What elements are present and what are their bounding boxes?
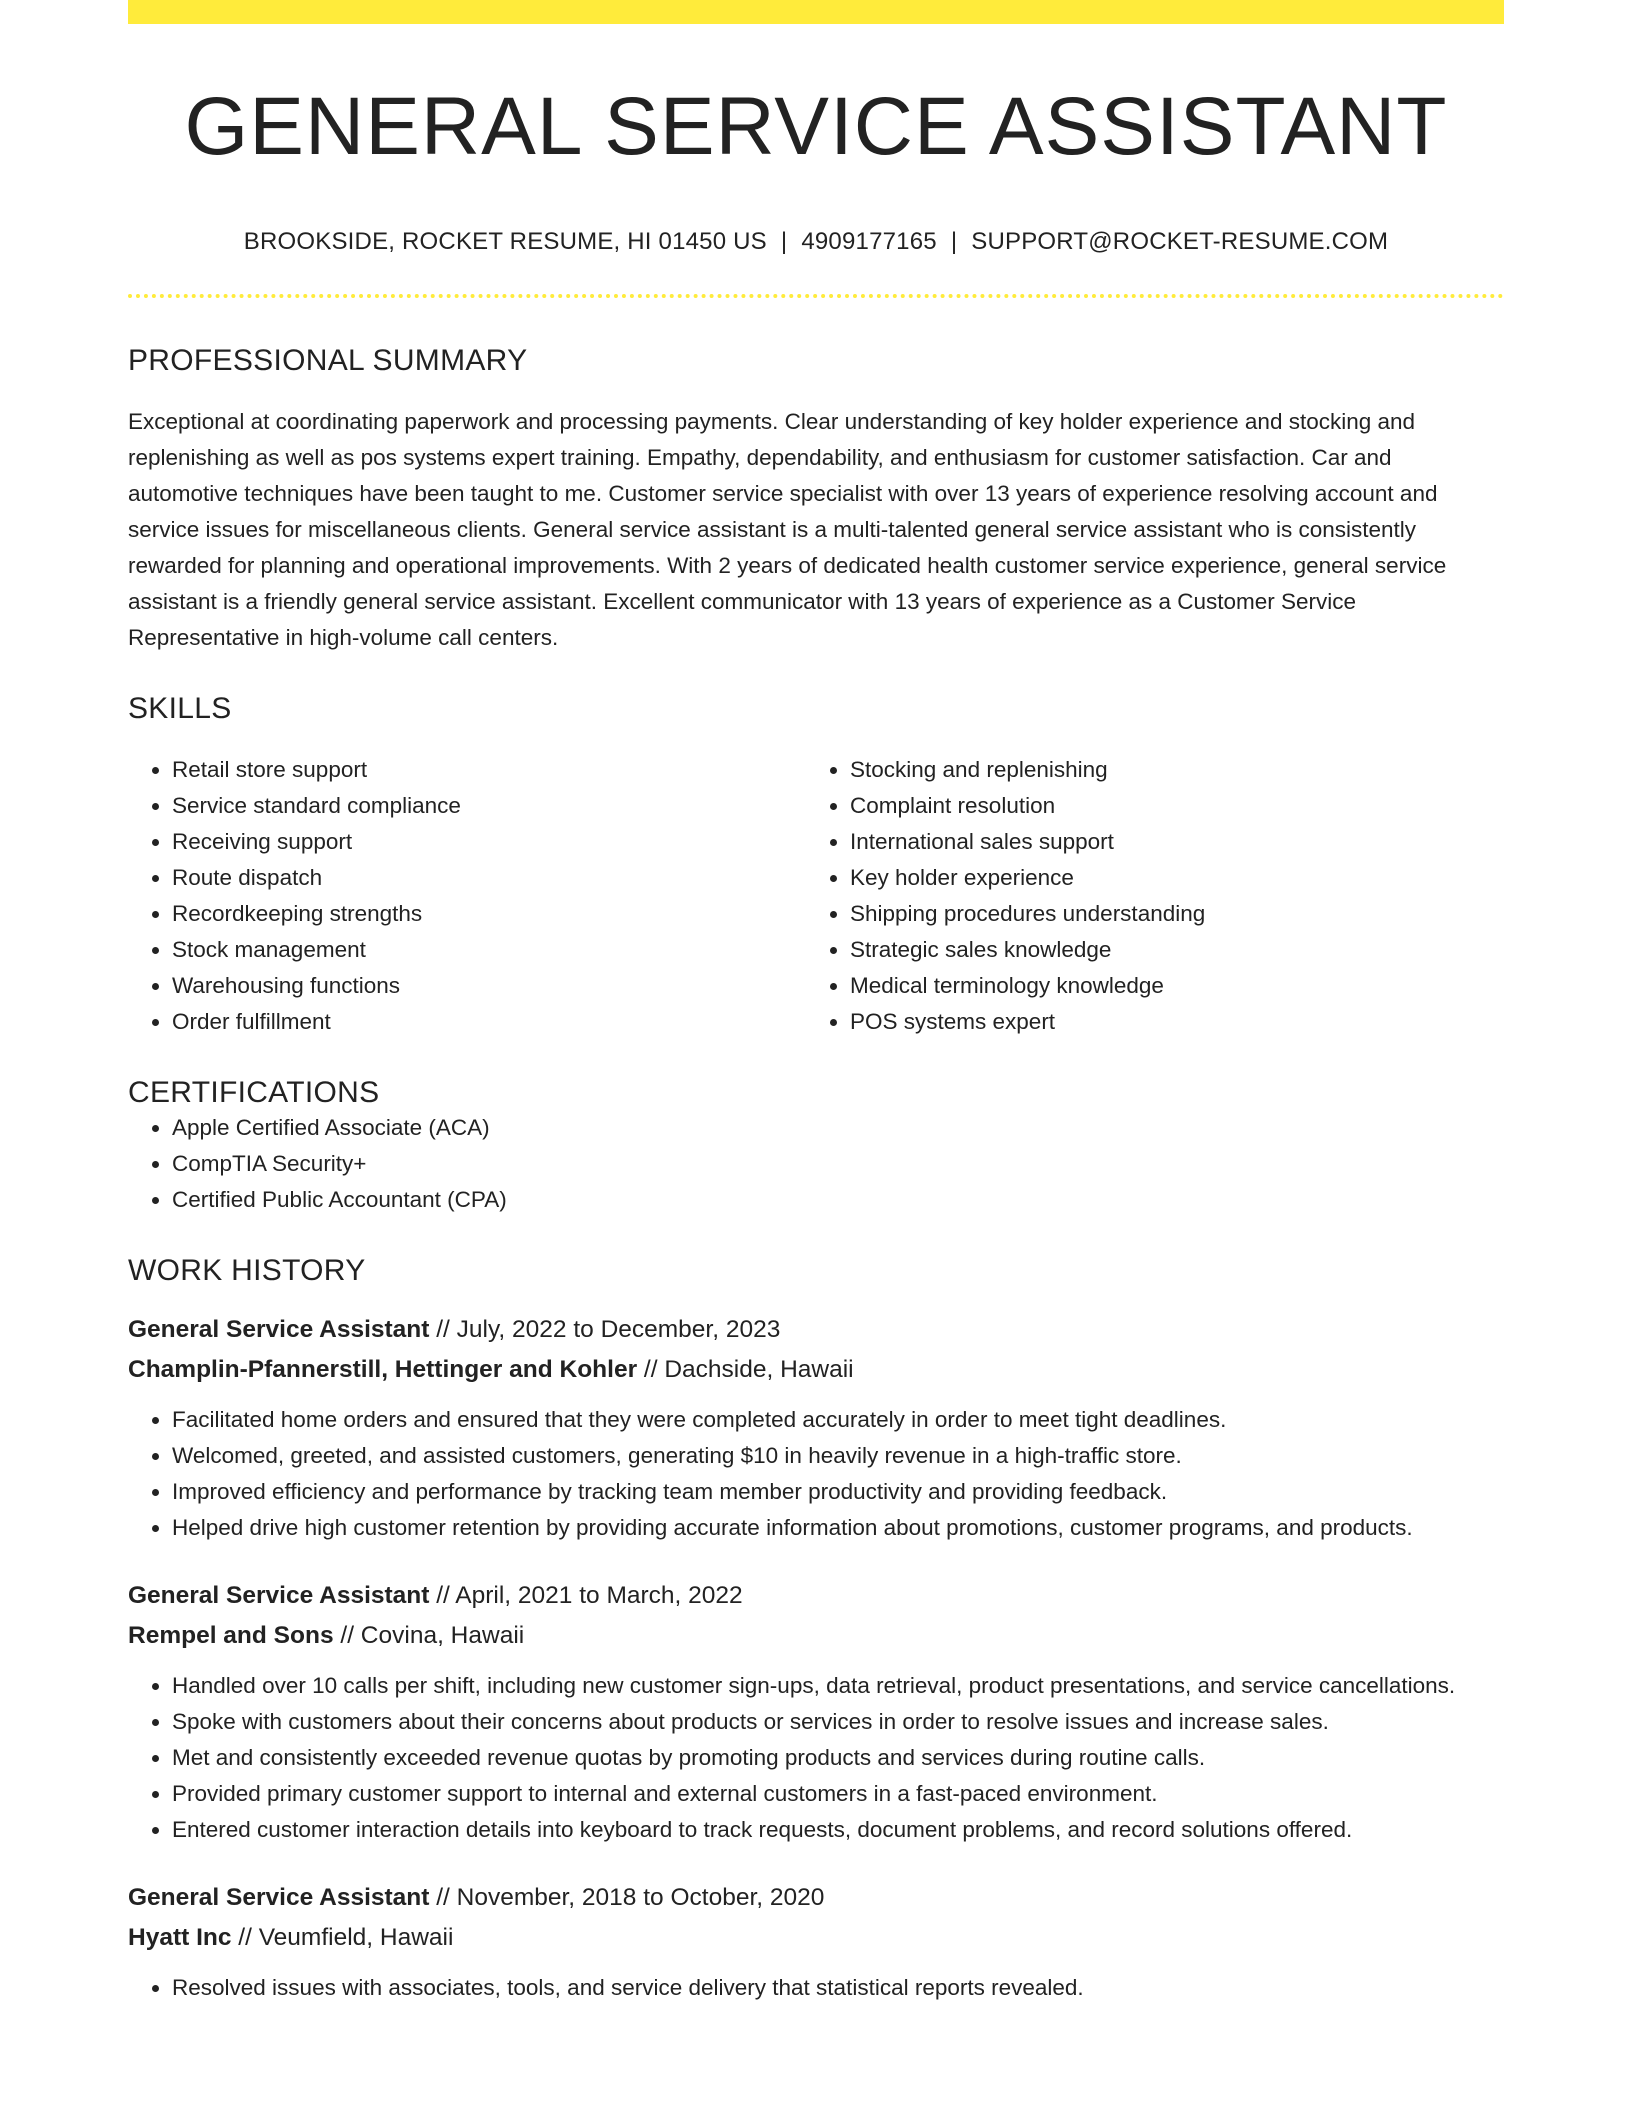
job-bullet: • Entered customer interaction details into keyboard to track requests, document problems, and record solutions offered. (172, 1812, 1504, 1848)
job-bullet: • Facilitated home orders and ensured that they were completed accurately in order to meet tight deadlines. (172, 1402, 1504, 1438)
job-bullet: • Welcomed, greeted, and assisted customers, generating $10 in heavily revenue in a high-traffic store. (172, 1438, 1504, 1474)
contact-address: BROOKSIDE, ROCKET RESUME, HI 01450 US (243, 228, 767, 256)
job-bullet: • Improved efficiency and performance by tracking team member productivity and providing feedback. (172, 1474, 1504, 1510)
skills-list-right (806, 752, 1484, 1040)
contact-separator: | (780, 228, 788, 256)
skill-item: • Service standard compliance (172, 788, 806, 824)
skill-item: • Shipping procedures understanding (850, 896, 1484, 932)
skill-item: • Recordkeeping strengths (172, 896, 806, 932)
job-company-line (128, 1350, 1504, 1390)
skills-columns (128, 752, 1504, 1040)
job-title-line (128, 1878, 1504, 1918)
accent-top-bar (128, 0, 1504, 24)
contact-email: SUPPORT@ROCKET-RESUME.COM (971, 228, 1389, 256)
job-company-line (128, 1918, 1504, 1958)
job-bullets (128, 1668, 1504, 1848)
job-bullet: • Resolved issues with associates, tools, and service delivery that statistical reports revealed. (172, 1970, 1504, 2006)
job-company-line (128, 1616, 1504, 1656)
job-bullet: • Met and consistently exceeded revenue quotas by promoting products and services during routine calls. (172, 1740, 1504, 1776)
job-dates: // November, 2018 to October, 2020 (429, 1884, 825, 1912)
summary-heading: PROFESSIONAL SUMMARY (128, 344, 528, 378)
skills-heading: SKILLS (128, 692, 232, 726)
skill-item: • Route dispatch (172, 860, 806, 896)
skill-item: • International sales support (850, 824, 1484, 860)
job-bullet: • Handled over 10 calls per shift, including new customer sign-ups, data retrieval, product presentations, and service cancellations. (172, 1668, 1504, 1704)
skill-item: • Retail store support (172, 752, 806, 788)
job-company: Hyatt Inc (128, 1924, 232, 1952)
summary-paragraph: Exceptional at coordinating paperwork and processing payments. Clear understanding of key holder experience and stocking and replenishing as well as pos systems expert training. Empathy, dependability, and enthusiasm for customer satisfaction. Car and automotive techniques have been taught to me. Customer service specialist with over 13 years of experience resolving account and service issues for miscellaneous clients. General service assistant is a multi-talented general service assistant who is consistently rewarded for planning and operational improvements. With 2 years of dedicated health customer service experience, general service assistant is a friendly general service assistant. Excellent communicator with 13 years of experience as a Customer Service Representative in high-volume call centers. (128, 409, 1447, 651)
job-company: Rempel and Sons (128, 1622, 334, 1650)
certifications-heading: CERTIFICATIONS (128, 1076, 380, 1110)
skill-item: • Stock management (172, 932, 806, 968)
skill-item: • Key holder experience (850, 860, 1484, 896)
job-role: General Service Assistant (128, 1582, 430, 1610)
skill-item: • Order fulfillment (172, 1004, 806, 1040)
skill-item: • Complaint resolution (850, 788, 1484, 824)
job-location: // Veumfield, Hawaii (231, 1924, 454, 1952)
job-role: General Service Assistant (128, 1884, 430, 1912)
skills-list-left (128, 752, 806, 1040)
certification-item: • CompTIA Security+ (172, 1146, 1504, 1182)
certification-item: • Apple Certified Associate (ACA) (172, 1110, 1504, 1146)
dotted-divider (128, 294, 1504, 298)
skill-item: • Stocking and replenishing (850, 752, 1484, 788)
contact-separator: | (950, 228, 958, 256)
certification-item: • Certified Public Accountant (CPA) (172, 1182, 1504, 1218)
job-entry (128, 1576, 1504, 1848)
job-title-line (128, 1310, 1504, 1350)
job-bullets (128, 1970, 1504, 2006)
job-role: General Service Assistant (128, 1316, 430, 1344)
skill-item: • Warehousing functions (172, 968, 806, 1004)
work-history-heading: WORK HISTORY (128, 1254, 366, 1288)
job-company: Champlin-Pfannerstill, Hettinger and Kohler (128, 1356, 638, 1384)
job-dates: // April, 2021 to March, 2022 (429, 1582, 743, 1610)
certifications-list (128, 1110, 1504, 1218)
job-location: // Covina, Hawaii (333, 1622, 525, 1650)
skill-item: • Strategic sales knowledge (850, 932, 1484, 968)
job-bullet: • Spoke with customers about their concerns about products or services in order to resolve issues and increase sales. (172, 1704, 1504, 1740)
job-entry (128, 1878, 1504, 2006)
job-entry (128, 1310, 1504, 1546)
resume-name-heading: GENERAL SERVICE ASSISTANT (184, 81, 1448, 172)
skill-item: • POS systems expert (850, 1004, 1484, 1040)
job-bullets (128, 1402, 1504, 1546)
job-title-line (128, 1576, 1504, 1616)
resume-page (128, 0, 1504, 2006)
skill-item: • Medical terminology knowledge (850, 968, 1484, 1004)
skill-item: • Receiving support (172, 824, 806, 860)
job-bullet: • Provided primary customer support to internal and external customers in a fast-paced environment. (172, 1776, 1504, 1812)
job-dates: // July, 2022 to December, 2023 (429, 1316, 781, 1344)
job-bullet: • Helped drive high customer retention by providing accurate information about promotions, customer programs, and products. (172, 1510, 1504, 1546)
contact-phone: 4909177165 (801, 228, 937, 256)
contact-line (128, 228, 1504, 256)
job-location: // Dachside, Hawaii (637, 1356, 854, 1384)
